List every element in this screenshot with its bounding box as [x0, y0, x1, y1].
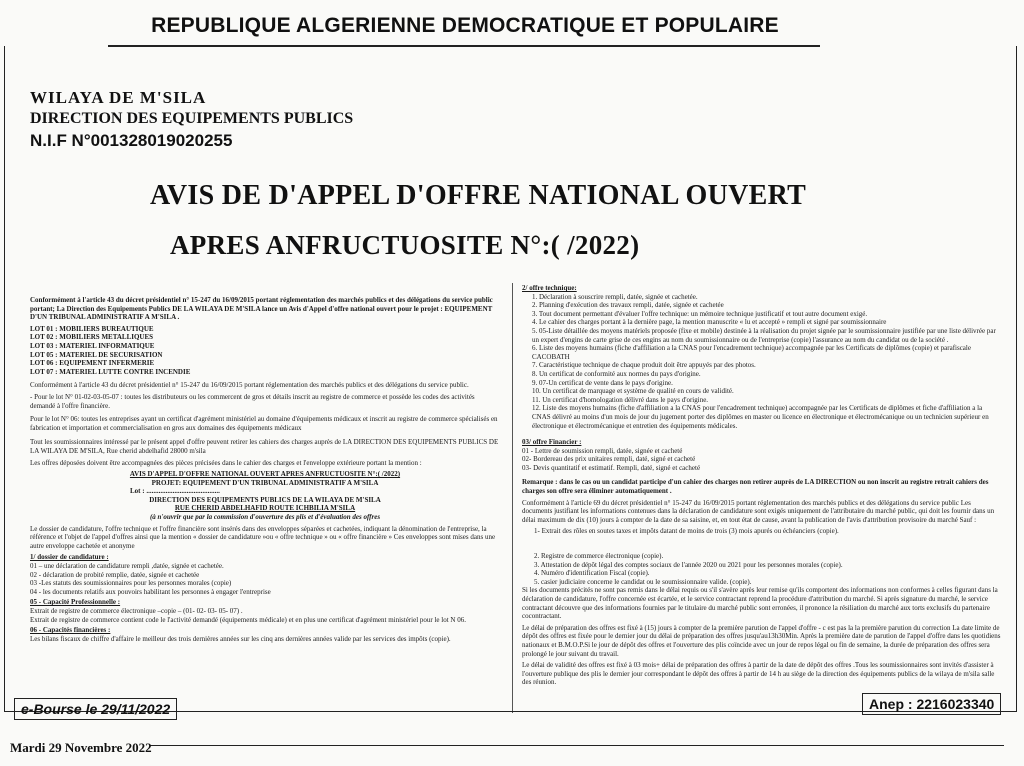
- lot-item: LOT 07 : MATERIEL LUTTE CONTRE INCENDIE: [30, 367, 191, 376]
- list-item: 4. Le cahier des charges portant à la dernière page, la mention manuscrite « lu et accepté » rempli et signé par soumissionnaire: [532, 318, 887, 327]
- paragraph: Le délai de validité des offres est fixé à 03 mois+ délai de préparation des offres à partir de la date de dépôt des offres .Tous les soumissionnaires sont invités d'assister à l'ouverture publique des plis le dernier jour correspondant le dépôt des offres à partir de 14 h au siège de la direction des équipements publics de la wilaya de m'sila salle des réunion.: [522, 661, 995, 687]
- section-title: 06 - Capacités financières :: [30, 626, 111, 635]
- envelope-line: AVIS D'APPEL D'OFFRE NATIONAL OUVERT APRES ANFRUCTUOSITE N°:( /2022): [129, 470, 401, 479]
- paragraph: Les bilans fiscaux de chiffre d'affaire le meilleur des trois dernières années sur les cinq ans dernières années valide par les services des impôts (copie).: [30, 634, 451, 643]
- lot-item: LOT 03 : MATERIEL INFORMATIQUE: [30, 341, 155, 350]
- paragraph: Le dossier de candidature, l'offre technique et l'offre financière sont insérés dans des enveloppes séparées et cachetées, indiquant la dénomination de l'entreprise, la référence et l'objet de l'appel d'offres ainsi que la mention « dossier de candidature »ou « offre technique » ou « offre financière » Ces enveloppes sont mises dans une autre enveloppe cachetée et anonyme: [30, 524, 496, 550]
- list-item: 5. 05-Liste détaillée des moyens matériels proposée (fixe et mobile) destinée à la réalisation du projet signée par le soumissionnaire justifiée par une liste délivrée par un expert d'engins de carte grise de ces engins au nom du soumissionnaire ou de l'entreprise (copie) l'assurance au nom du candidat ou de la société .: [532, 326, 996, 344]
- list-item: Extrait de registre de commerce contient code le l'activité demandé (équipements médicale) et en plus une certificat d'agrément ministériel pour le lot N 06.: [30, 615, 466, 624]
- list-item: 9. 07-Un certificat de vente dans le pays d'origine.: [532, 378, 673, 387]
- financial-offer-list: [522, 447, 1002, 473]
- list-item: 3. Attestation de dépôt légal des comptes sociaux de l'année 2020 ou 2021 pour les personnes morales (copie).: [534, 560, 843, 569]
- lot-item: LOT 06 : EQUIPEMENT INFERMERIE: [30, 359, 155, 368]
- paragraph: Le délai de préparation des offres est fixé à (15) jours à compter de la première parution de l'appel d'offre - c est pas la la première parution du correction La date limite de dépôt des offres est fixée pour le dernier jour du délai de préparation des offres jusqu'au13h30Min. Après la première date de parution de l'appel d'offre dans les quotidiens nationaux et B.M.O.P.Si le jour de dépôt des offres et l'ouverture des plis coïncide avec un jour de repos légal ou fin de semaine, la durée de préparation des offres sera prolongé le jour suivant du travail.: [522, 623, 1001, 658]
- list-item: 01 - Lettre de soumission rempli, datée, signée et cacheté: [522, 446, 683, 455]
- paragraph: Conformément à l'article 43 du décret présidentiel n° 15-247 du 16/09/2015 portant réglementation des marchés publics et des délégations du service public.: [30, 381, 469, 390]
- right-border: [1016, 46, 1017, 711]
- column-separator: [512, 283, 513, 713]
- footer-rule: [150, 745, 1004, 746]
- section-title: 2/ offre technique:: [522, 284, 577, 292]
- paragraph: - Pour le lot N° 01-02-03-05-07 : toutes les distributeurs ou les commercent de gros et détails inscrit au registre de commerce et possède les codes des activités demandé à l'offre financière.: [30, 392, 475, 410]
- candidature-list: [30, 562, 500, 596]
- list-item: 02- Bordereau des prix unitaires rempli, daté, signé et cacheté: [522, 455, 696, 464]
- list-item: 12. Liste des moyens humains (fiche d'affiliation a la CNAS pour l'encadrement technique) accompagnée par les Certificats de diplômes et fiche d'affiliation a la CNAS délivré au moins d'un mois de jour du jugement porter des diplômes en master ou licence en électronique et électromécanique ou un technicien supérieur en électronique et électromécanique et entretien des équipements médicales.: [532, 404, 989, 430]
- right-column: [522, 284, 1002, 696]
- lot-item: LOT 05 : MATERIEL DE SECURISATION: [30, 350, 163, 359]
- list-item: 2. Registre de commerce électronique (copie).: [534, 552, 664, 561]
- list-item: 01 – une déclaration de candidature rempli ,datée, signée et cachetée.: [30, 562, 224, 571]
- left-column: [30, 296, 500, 704]
- anep-label: Anep : 2216023340: [862, 693, 1001, 715]
- list-item: 03- Devis quantitatif et estimatif. Rempli, daté, signé et cacheté: [522, 463, 701, 472]
- remark-paragraph: Remarque : dans le cas ou un candidat participe d'un cahier des charges non retirer auprès de LA DIRECTION ou non inscrit au registre retrait cahiers des charges son offre sera éliminer automatiquement .: [522, 478, 989, 496]
- envelope-line: DIRECTION DES EQUIPEMENTS PUBLICS DE LA WILAYA DE M'SILA: [149, 495, 381, 504]
- list-item: 7. Caractéristique technique de chaque produit doit être appuyés par des photos.: [532, 361, 756, 370]
- publication-date: Mardi 29 Novembre 2022: [10, 740, 152, 755]
- envelope-line: (à n'ouvrir que par la commission d'ouverture des plis et d'évaluation des offres: [149, 513, 381, 522]
- list-item: Extrait de registre de commerce électronique –copie – (01- 02- 03- 05- 07) .: [30, 607, 243, 615]
- list-item: 6. Liste des moyens humains (fiche d'affiliation a la CNAS pour l'encadrement technique) accompagnée par les Certificats de diplômes (copie) et parafiscale CACOBATH: [532, 344, 971, 361]
- list-item: 8. Un certificat de conformité aux normes du pays d'origine.: [532, 369, 701, 378]
- top-rule: [108, 45, 820, 47]
- list-item: 11. Un certificat d'homologation délivré dans le pays d'origine.: [532, 395, 709, 404]
- list-item: 3. Tout document permettant d'évaluer l'offre technique: un mémoire technique justificatif et tout autre document exigé.: [532, 309, 868, 318]
- list-item: 1. Déclaration à souscrire rempli, datée, signée et cachetée.: [532, 292, 698, 301]
- list-item: 2. Planning d'exécution des travaux rempli, datée, signée et cachetée: [532, 301, 724, 310]
- source-label: e-Bourse le 29/11/2022: [14, 698, 177, 720]
- list-item: 5. casier judiciaire concerne le candidat ou le soumissionnaire valide. (copie).: [534, 577, 752, 586]
- notice-title: AVIS DE D'APPEL D'OFFRE NATIONAL OUVERT: [150, 180, 807, 211]
- paragraph: Pour le lot N° 06: toutes les entreprises ayant un certificat d'agrément ministériel au domaine d'équipements médicaux et inscrit au registre de commerce spécialisés en fabrication et importation et commercialisation en gros aux domaines des équipements médicaux: [30, 415, 498, 432]
- envelope-line: RUE CHERID ABDELHAFID ROUTE ICHBILIA M'SILA: [174, 504, 356, 513]
- paragraph: Si les documents précités ne sont pas remis dans le délai requis ou s'il s'avère après leur remise qu'ils comportent des informations non conformes à celles figurant dans la déclaration de candidature, l'offre concernée est écartée, et le service contractant reprend la procédure d'attribution du marché. Si après signature du marché, le service contractant découvre que des informations fournies par le titulaire du marché public sont erronées, il prononce la résiliation du marché aux torts exclusifs du partenaire cocontractant.: [522, 586, 998, 621]
- paragraph: 1- Extrait des rôles en soutes taxes et impôts datant de moins de trois (3) mois apurés ou échéanciers (copie).: [534, 527, 839, 536]
- envelope-line: Lot : ..........................................: [130, 487, 220, 496]
- section-title: 03/ offre Financier :: [522, 438, 582, 447]
- direction-name: DIRECTION DES EQUIPEMENTS PUBLICS: [30, 110, 354, 127]
- envelope-line: PROJET: EQUIPEMENT D'UN TRIBUNAL ADMINISTRATIF A M'SILA: [151, 478, 379, 487]
- lot-item: LOT 01 : MOBILIERS BUREAUTIQUE: [30, 324, 154, 333]
- wilaya-name: WILAYA DE M'SILA: [30, 88, 207, 107]
- lot-list: [30, 325, 500, 377]
- intro-paragraph: Conformément à l'article 43 du décret présidentiel n° 15-247 du 16/09/2015 portant réglementation des marchés publics et des délégations du service public portant; La Direction des Equipements Publics DE LA WILAYA DE M'SILA lance un Avis d'Appel d'offre national ouvert pour le projet : EQUIPEMENT D'UN TRIBUNAL ADMINISTRATIF A M'SILA .: [30, 296, 493, 322]
- paragraph: Les offres déposées doivent être accompagnées des pièces précisées dans le cahier des charges et l'enveloppe extérieure portant la mention :: [30, 458, 422, 467]
- country-header: REPUBLIQUE ALGERIENNE DEMOCRATIQUE ET POPULAIRE: [151, 14, 779, 37]
- section-title: 05 - Capacité Professionnelle :: [30, 598, 121, 607]
- notice-subtitle: APRES ANFRUCTUOSITE N°:( /2022): [170, 230, 640, 260]
- list-item: 03 -Les statuts des soumissionnaires pour les personnes morales (copie): [30, 579, 232, 588]
- paragraph: Tout les soumissionnaires intéressé par le présent appel d'offre peuvent retirer les cahiers des charges auprès de LA DIRECTION DES EQUIPEMENTS PUBLICS DE LA WILAYA DE M'SILA, Rue cherid abdelhafid 28000 m'sila: [30, 438, 499, 455]
- documents-list: [522, 552, 1002, 586]
- technical-offer-list: [522, 293, 1002, 431]
- left-border: [4, 46, 5, 711]
- section-title: 1/ dossier de candidature :: [30, 553, 109, 562]
- list-item: 10. Un certificat de marquage et système de qualité en cours de validité.: [532, 387, 734, 396]
- paragraph: Conformément à l'article 69 du décret présidentiel n° 15-247 du 16/09/2015 portant réglementation des marchés publics et des délégations du service public Les documents justifiant les informations contenues dans la déclaration de candidature sont exigés uniquement de l'attributaire du marché public, qui doit les fournir dans un délai maximum de dix (10) jours à compter de la date de sa saisine, et, en tout état de cause, avant la publication de l'avis d'attribution provisoire du marché Sauf :: [522, 498, 995, 524]
- list-item: 04 - les documents relatifs aux pouvoirs habilitant les personnes à engager l'entreprise: [30, 587, 271, 596]
- nif-number: N.I.F N°001328019020255: [30, 131, 233, 150]
- lot-item: LOT 02 : MOBILIERS METALLIQUES: [30, 333, 154, 342]
- capacity-list: [30, 607, 500, 624]
- list-item: 02 - déclaration de probité remplie, datée, signée et cachetée: [30, 570, 200, 579]
- list-item: 4. Numéro d'identification Fiscal (copie).: [534, 569, 650, 578]
